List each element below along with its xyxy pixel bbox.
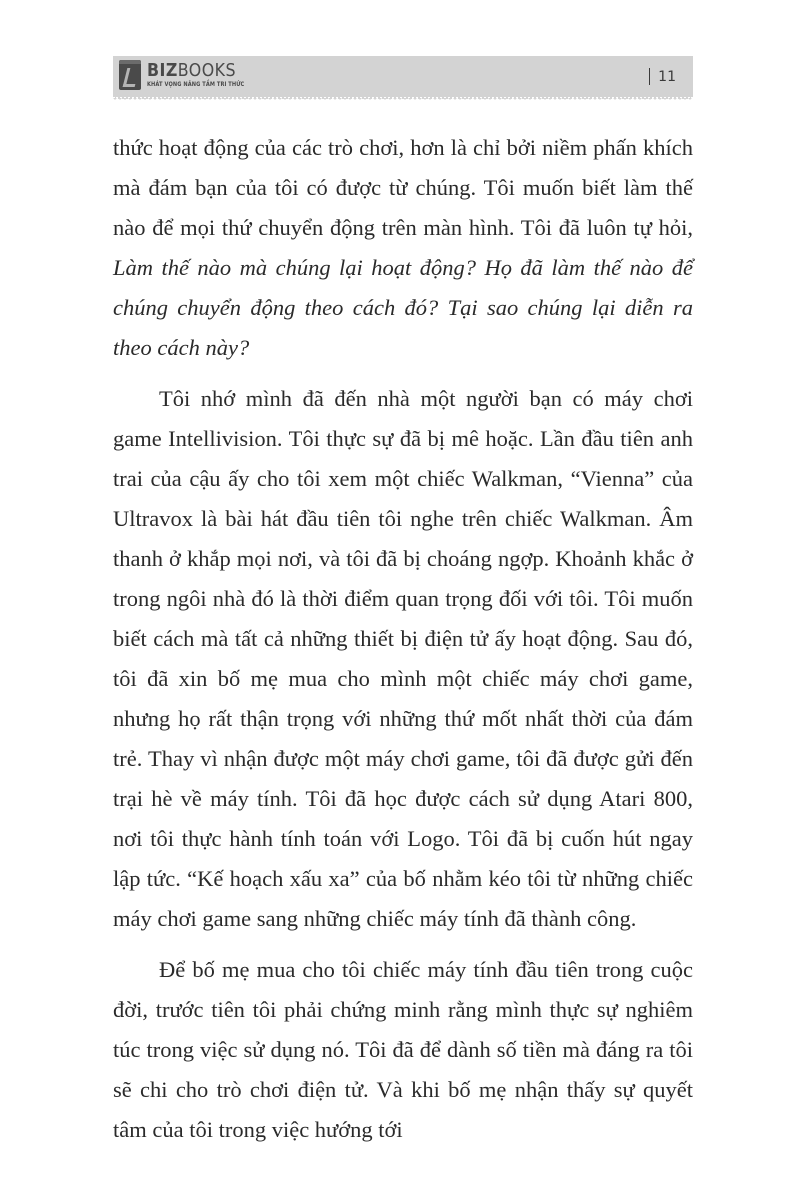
page-number-value: 11 <box>658 68 676 85</box>
paragraph-1-text: thức hoạt động của các trò chơi, hơn là chỉ bởi niềm phấn khích mà đám bạn của tôi có được từ chúng. Tôi muốn biết làm thế nào để mọi thứ chuyển động trên màn hình. Tôi đã luôn tự hỏi, <box>113 135 693 240</box>
paragraph-1 <box>113 128 693 368</box>
paragraph-3: Để bố mẹ mua cho tôi chiếc máy tính đầu tiên trong cuộc đời, trước tiên tôi phải chứng minh rằng mình thực sự nghiêm túc trong việc sử dụng nó. Tôi đã để dành số tiền mà đáng ra tôi sẽ chi cho trò chơi điện tử. Và khi bố mẹ nhận thấy sự quyết tâm của tôi trong việc hướng tới <box>113 957 693 1142</box>
page-number <box>649 68 676 85</box>
paragraph-1-italic-questions: Làm thế nào mà chúng lại hoạt động? Họ đã làm thế nào để chúng chuyển động theo cách đó? Tại sao chúng lại diễn ra theo cách này? <box>113 255 693 360</box>
book-figure-icon <box>119 60 141 90</box>
page-body <box>113 128 693 1161</box>
brand-name <box>147 62 248 80</box>
brand-name-light: BOOKS <box>177 60 236 81</box>
page-number-divider <box>649 68 651 85</box>
brand-tagline: KHÁT VỌNG NÂNG TẦM TRI THỨC <box>147 81 245 88</box>
brand-name-bold: BIZ <box>147 60 178 81</box>
paragraph-2: Tôi nhớ mình đã đến nhà một người bạn có máy chơi game Intellivision. Tôi thực sự đã bị mê hoặc. Lần đầu tiên anh trai của cậu ấy cho tôi xem một chiếc Walkman, “Vienna” của Ultravox là bài hát đầu tiên tôi nghe trên chiếc Walkman. Âm thanh ở khắp mọi nơi, và tôi đã bị choáng ngợp. Khoảnh khắc ở trong ngôi nhà đó là thời điểm quan trọng đối với tôi. Tôi muốn biết cách mà tất cả những thiết bị điện tử ấy hoạt động. Sau đó, tôi đã xin bố mẹ mua cho mình một chiếc máy chơi game, nhưng họ rất thận trọng với những thứ mốt nhất thời của đám trẻ. Thay vì nhận được một máy chơi game, tôi đã được gửi đến trại hè về máy tính. Tôi đã học được cách sử dụng Atari 800, nơi tôi thực hành tính toán với Logo. Tôi đã bị cuốn hút ngay lập tức. “Kế hoạch xấu xa” của bố nhằm kéo tôi từ những chiếc máy chơi game sang những chiếc máy tính đã thành công. <box>113 386 693 931</box>
publisher-logo <box>119 60 262 90</box>
logo-text <box>147 62 262 88</box>
page-header <box>113 56 693 99</box>
